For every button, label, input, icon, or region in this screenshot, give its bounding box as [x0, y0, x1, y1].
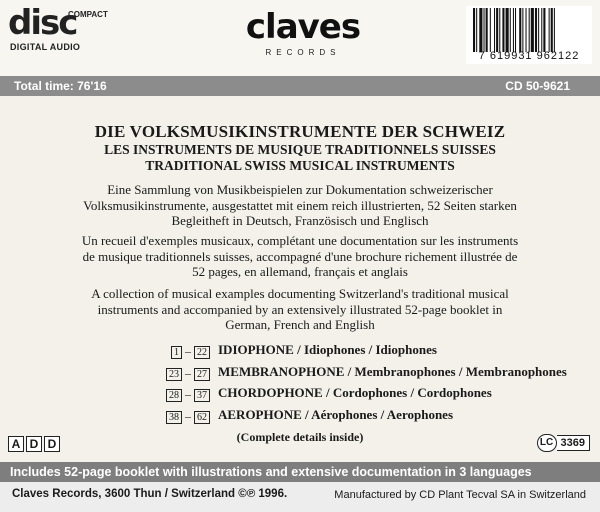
track-row: [130, 363, 567, 386]
cd-logo-disc: disc: [8, 3, 77, 43]
track-start: 1: [171, 346, 182, 359]
range-dash: –: [185, 387, 191, 401]
description-line: A collection of musical examples documenting Switzerland's traditional musical: [91, 286, 509, 301]
track-range: [130, 409, 210, 424]
add-letter: A: [8, 436, 24, 452]
add-letter: D: [44, 436, 60, 452]
track-end: 62: [194, 411, 210, 424]
track-range: [130, 387, 210, 402]
barcode: [466, 6, 592, 64]
brand-name: claves: [245, 7, 361, 47]
track-end: 37: [194, 389, 210, 402]
catalog-number: CD 50-9621: [505, 79, 570, 93]
track-row: [130, 407, 510, 429]
description-german: [40, 182, 560, 229]
cd-logo-digital-audio: DIGITAL AUDIO: [10, 42, 81, 52]
barcode-number: 7 619931 962122: [478, 50, 580, 62]
track-group-label: IDIOPHONE / Idiophones / Idiophones: [218, 342, 437, 357]
description-french: [40, 233, 560, 280]
total-time: Total time: 76'16: [14, 79, 107, 93]
track-range: [130, 366, 210, 381]
description-line: instruments and accompanied by an extensively illustrated 52-page booklet in: [97, 301, 503, 317]
track-group-label: MEMBRANOPHONE / Membranophones / Membranophones: [218, 363, 567, 379]
track-row: [130, 385, 510, 407]
claves-logo: [238, 8, 368, 57]
track-start: 38: [166, 411, 182, 424]
label-code-number: 3369: [557, 435, 590, 451]
info-strip: [0, 76, 600, 96]
add-letter: D: [26, 436, 42, 452]
track-start: 28: [166, 389, 182, 402]
title-french: LES INSTRUMENTS DE MUSIQUE TRADITIONNELS SUISSES: [104, 142, 496, 157]
description-line: German, French and English: [225, 317, 375, 332]
description-line: 52 pages, en allemand, français et anglais: [192, 264, 408, 279]
title-english: TRADITIONAL SWISS MUSICAL INSTRUMENTS: [145, 158, 455, 173]
footer-manufacturer: Manufactured by CD Plant Tecval SA in Switzerland: [334, 489, 586, 501]
track-row: [130, 342, 510, 364]
cd-logo-compact: COMPACT: [68, 10, 108, 19]
track-start: 23: [166, 368, 182, 381]
add-code: [8, 436, 62, 452]
range-dash: –: [185, 408, 191, 423]
range-dash: –: [185, 365, 191, 380]
range-dash: –: [185, 344, 191, 358]
track-group-label: CHORDOPHONE / Cordophones / Cordophones: [218, 385, 492, 400]
track-end: 27: [194, 368, 210, 381]
brand-sub: RECORDS: [265, 48, 341, 57]
description-english: [40, 286, 560, 333]
description-line: Un recueil d'exemples musicaux, complétant une documentation sur les instruments: [81, 233, 519, 248]
description-line: Eine Sammlung von Musikbeispielen zur Dokumentation schweizerischer: [107, 182, 493, 197]
footer: [0, 482, 600, 512]
description-line: Begleitheft in Deutsch, Französisch und Englisch: [171, 213, 429, 228]
footer-copyright: Claves Records, 3600 Thun / Switzerland ©℗ 1996.: [12, 488, 288, 500]
track-group-label: AEROPHONE / Aérophones / Aerophones: [218, 406, 453, 422]
complete-details-note: (Complete details inside): [236, 430, 364, 444]
description-line: de musique traditionnels suisses, accompagné d'une brochure richement illustrée de: [82, 248, 518, 264]
title-german: DIE VOLKSMUSIKINSTRUMENTE DER SCHWEIZ: [94, 122, 506, 141]
compact-disc-logo: [8, 3, 108, 54]
track-range: [130, 344, 210, 359]
booklet-note: Includes 52-page booklet with illustrations and extensive documentation in 3 languages: [10, 465, 532, 479]
track-list: [130, 342, 567, 428]
booklet-strip: [0, 462, 600, 482]
barcode-bars: [472, 8, 586, 52]
label-code: [537, 434, 590, 452]
description-line: Volksmusikinstrumente, ausgestattet mit einem reich illustrierten, 52 Seiten starken: [83, 197, 517, 213]
track-end: 22: [194, 346, 210, 359]
label-code-lc: LC: [537, 434, 557, 452]
